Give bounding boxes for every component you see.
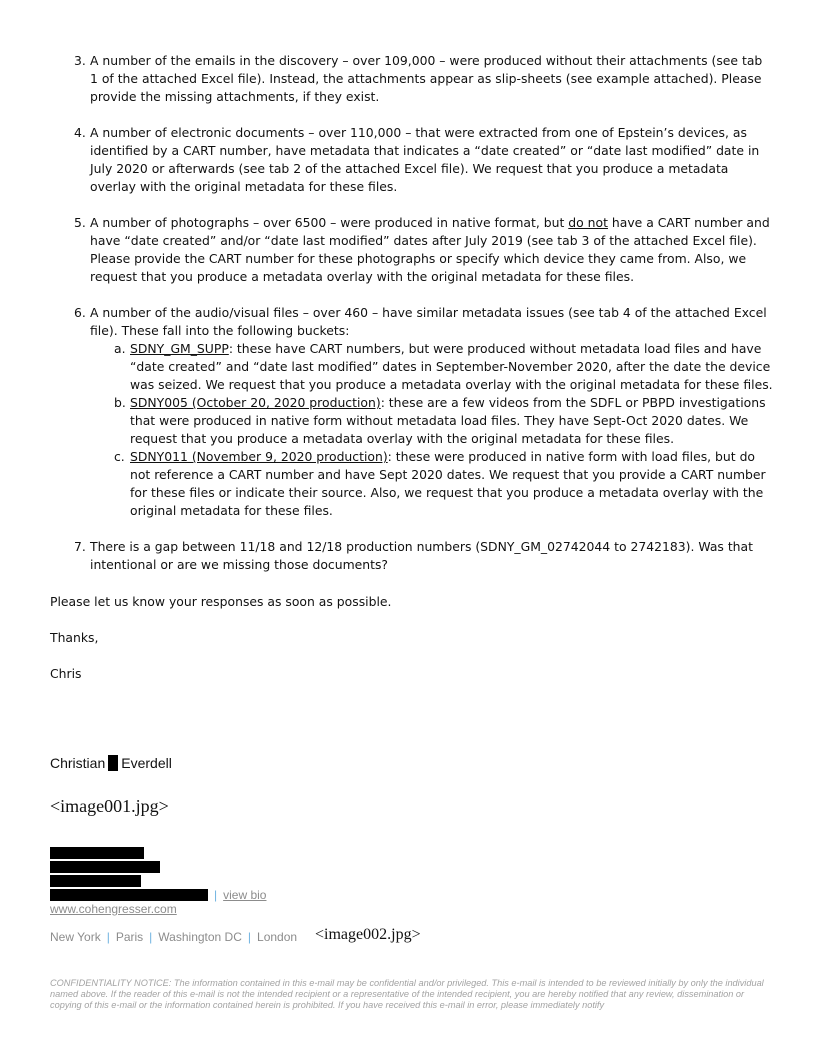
request-item-5 [74,214,774,286]
item-text: A number of electronic documents – over 110,000 – that were extracted from one of Epstein’s devices, as identified by a CART number, have metadata that indicates a “date created” or “date last modified” date in July 2020 or afterwards (see tab 2 of the attached Excel file). We request that you produce a metadata overlay with the original metadata for these files. [90,125,760,194]
bucket-item-b [114,394,774,448]
bucket-text: : these have CART numbers, but were produced without metadata load files and have “date created” and “date last modified” dates in September-November 2020, after the date the device was seized. We request that you produce a metadata overlay with the original metadata for these files. [130,341,773,392]
item-text-underlined: do not [568,215,608,230]
redaction-bar [50,861,160,873]
signature-last-name: Everdell [121,755,172,771]
separator: | [149,930,153,944]
office-paris: Paris [115,930,144,944]
item-number: 7. [74,539,86,554]
request-list [74,52,774,592]
separator: | [247,930,252,944]
item-text: A number of the emails in the discovery – over 109,000 – were produced without their attachments (see tab 1 of the attached Excel file). Instead, the attachments appear as slip-sheets (see example attached). Please provide the missing attachments, if they exist. [90,53,763,104]
item-number: 5. [74,215,86,230]
redaction-block [108,755,118,771]
bucket-label: SDNY_GM_SUPP [130,341,229,356]
office-new-york: New York [50,930,101,944]
website-line [50,902,177,916]
bucket-label: SDNY005 (October 20, 2020 production) [130,395,381,410]
separator: | [106,930,110,944]
item-text-after: have a CART number and have “date created” and/or “date last modified” dates after July 2019 (see tab 3 of the attached Excel file). Please provide the CART number for these photographs or specify which device they came from. Also, we request that you produce a metadata overlay with the original metadata for these files. [90,215,770,284]
office-london: London [257,930,298,944]
closing-thanks: Thanks, [50,630,99,645]
request-item-7 [74,538,774,574]
separator: | [214,888,218,902]
item-text: There is a gap between 11/18 and 12/18 production numbers (SDNY_GM_02742044 to 2742183). Was that intentional or are we missing those documents? [90,539,753,572]
signature-first-name: Christian [50,755,106,771]
view-bio-link[interactable]: view bio [223,888,267,902]
item-number: 4. [74,125,86,140]
bucket-letter: b. [114,395,126,410]
bucket-text: : these were produced in native form with load files, but do not reference a CART number and have Sept 2020 dates. We request that you provide a CART number for these files or indicate their source. Also, we request that you produce a metadata overlay with the original metadata for these files. [130,449,766,518]
offices-line [50,930,297,944]
confidentiality-notice: CONFIDENTIALITY NOTICE: The information contained in this e-mail may be confidential and/or privileged. This e-mail is intended to be reviewed initially by only the individual named above. If the reader of this e-mail is not the intended recipient or a representative of the intended recipient, you are hereby notified that any review, dissemination or copying of this e-mail or the information contained herein is prohibited. If you have received this e-mail in error, please immediately notify [50,978,764,1010]
bucket-item-c [114,448,774,520]
bucket-item-a [114,340,774,394]
office-washington-dc: Washington DC [158,930,242,944]
bucket-letter: c. [114,449,125,464]
signature-name [50,755,172,771]
request-item-3 [74,52,774,106]
request-item-6 [74,304,774,520]
image002-placeholder: <image002.jpg> [315,926,421,943]
item-text: A number of the audio/visual files – over 460 – have similar metadata issues (see tab 4 of the attached Excel file). These fall into the following buckets: [90,305,767,338]
request-item-4 [74,124,774,196]
website-link[interactable]: www.cohengresser.com [50,902,177,916]
image001-placeholder: <image001.jpg> [50,796,169,816]
bucket-list [114,340,774,520]
redaction-bar [50,847,144,859]
redaction-bar [50,875,141,887]
bucket-text: : these are a few videos from the SDFL or PBPD investigations that were produced in native form without metadata load files. They have Sept-Oct 2020 dates. We request that you produce a metadata overlay with the original metadata for these files. [130,395,766,446]
item-text-before: A number of photographs – over 6500 – were produced in native format, but [90,215,569,230]
closing-name: Chris [50,666,82,681]
item-number: 3. [74,53,86,68]
closing-request: Please let us know your responses as soon as possible. [50,594,392,609]
redaction-bar [50,889,208,901]
view-bio-line [214,888,266,902]
bucket-letter: a. [114,341,126,356]
item-number: 6. [74,305,86,320]
bucket-label: SDNY011 (November 9, 2020 production) [130,449,388,464]
